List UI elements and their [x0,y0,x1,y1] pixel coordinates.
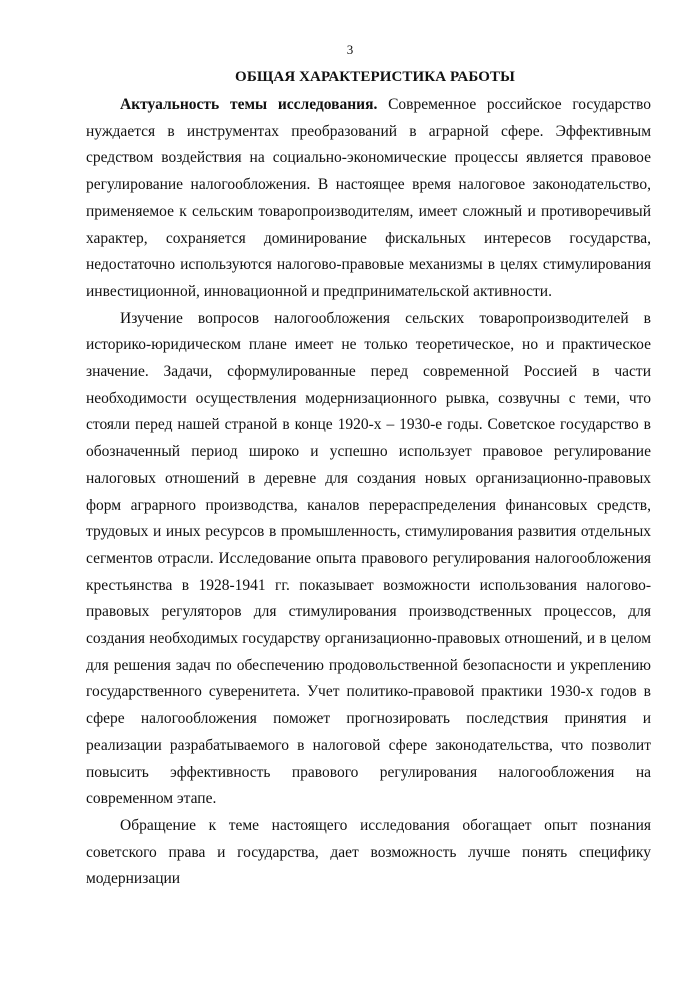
paragraph-relevance [86,92,651,306]
document-body [86,92,651,893]
paragraph-text: Обращение к теме настоящего исследования обогащает опыт познания советского права и государства, дает возможность лучше понять специфику модернизации [86,816,651,888]
paragraph-text: Современное российское государство нуждается в инструментах преобразований в аграрной сфере. Эффективным средством воздействия на социально-экономические процессы является правовое регулирование налогообложения. В настоящее время налоговое законодательство, применяемое к сельским товаропроизводителям, имеет сложный и противоречивый характер, сохраняется доминирование фискальных интересов государства, недостаточно используются налогово-правовые механизмы в целях стимулирования инвестиционной, инновационной и предпринимательской активности. [86,96,652,300]
paragraph-lead: Актуальность темы исследования. [120,96,378,113]
page-number: 3 [346,42,354,57]
paragraph-study [86,306,651,813]
section-heading: ОБЩАЯ ХАРАКТЕРИСТИКА РАБОТЫ [235,69,515,85]
paragraph-text: Изучение вопросов налогообложения сельских товаропроизводителей в историко-юридическом плане имеет не только теоретическое, но и практическое значение. Задачи, сформулированные перед современной Россией в части необходимости осуществления модернизационного рывка, созвучны с теми, что стояли перед нашей страной в конце 1920-х – 1930-е годы. Советское государство в обозначенный период широко и успешно использует правовое регулирование налоговых отношений в деревне для создания новых организационно-правовых форм аграрного производства, каналов перераспределения финансовых средств, трудовых и иных ресурсов в промышленность, стимулирования развития отдельных сегментов отрасли. Исследование опыта правового регулирования налогообложения крестьянства в 1928-1941 гг. показывает возможности использования налогово-правовых регуляторов для стимулирования производственных процессов, для создания необходимых государству организационно-правовых отношений, и в целом для решения задач по обеспечению продовольственной безопасности и укреплению государственного суверенитета. Учет политико-правовой практики 1930-х годов в сфере налогообложения поможет прогнозировать последствия принятия и реализации разрабатываемого в налоговой сфере законодательства, что позволит повысить эффективность правового регулирования налогообложения на современном этапе. [86,309,651,808]
paragraph-appeal [86,813,651,893]
